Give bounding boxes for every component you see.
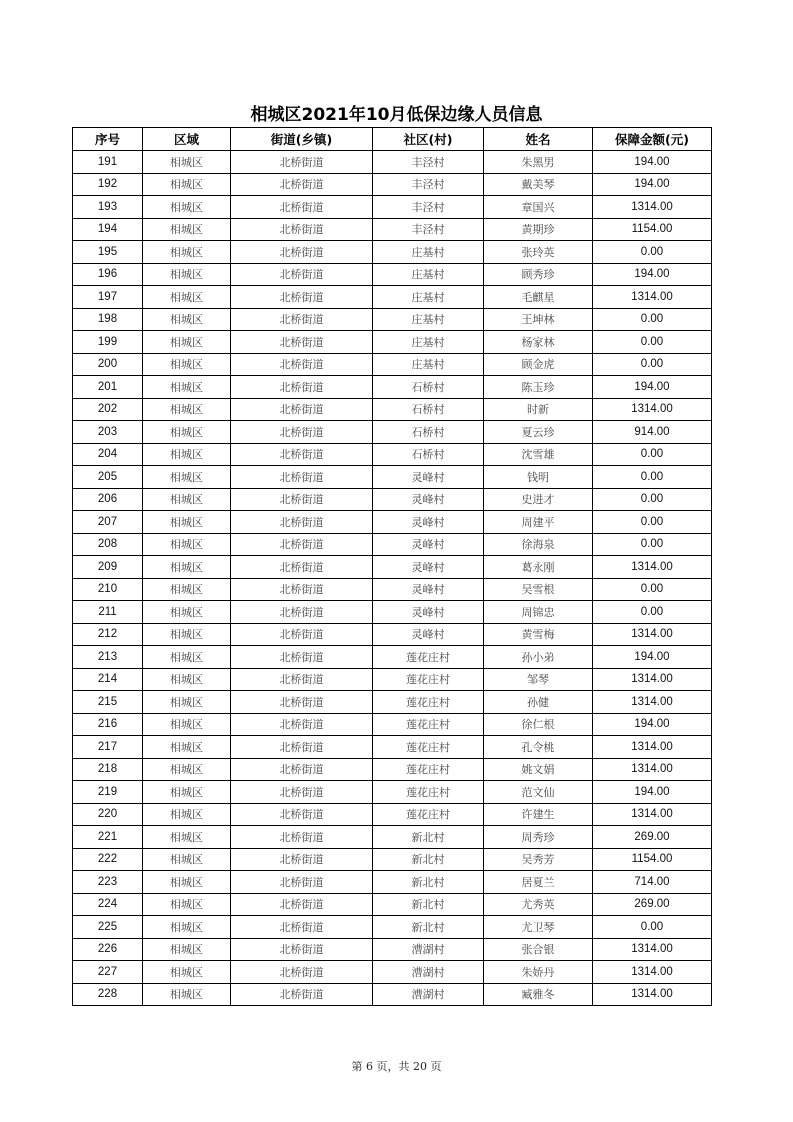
cell-community: 灵峰村 (373, 533, 484, 556)
table-row (73, 533, 712, 556)
cell-index: 208 (73, 533, 143, 556)
cell-street: 北桥街道 (231, 758, 373, 781)
table-row (73, 196, 712, 219)
cell-name: 居夏兰 (484, 871, 593, 894)
cell-name: 时新 (484, 398, 593, 421)
cell-community: 庄基村 (373, 308, 484, 331)
table-row (73, 781, 712, 804)
cell-district: 相城区 (143, 151, 231, 174)
cell-amount: 194.00 (593, 173, 712, 196)
cell-name: 黄雪梅 (484, 623, 593, 646)
table-row (73, 263, 712, 286)
cell-name: 葛永刚 (484, 556, 593, 579)
cell-community: 庄基村 (373, 331, 484, 354)
cell-street: 北桥街道 (231, 983, 373, 1006)
column-header-amount: 保障金额(元) (593, 128, 712, 151)
cell-index: 228 (73, 983, 143, 1006)
cell-amount: 1314.00 (593, 758, 712, 781)
table-row (73, 871, 712, 894)
cell-district: 相城区 (143, 578, 231, 601)
cell-street: 北桥街道 (231, 848, 373, 871)
cell-district: 相城区 (143, 781, 231, 804)
table-row (73, 511, 712, 534)
cell-amount: 194.00 (593, 263, 712, 286)
cell-street: 北桥街道 (231, 713, 373, 736)
cell-index: 207 (73, 511, 143, 534)
cell-district: 相城区 (143, 691, 231, 714)
table-body (73, 151, 712, 1006)
cell-amount: 1314.00 (593, 983, 712, 1006)
table-row (73, 848, 712, 871)
cell-index: 224 (73, 893, 143, 916)
table-row (73, 758, 712, 781)
cell-district: 相城区 (143, 331, 231, 354)
cell-district: 相城区 (143, 758, 231, 781)
cell-street: 北桥街道 (231, 556, 373, 579)
cell-street: 北桥街道 (231, 398, 373, 421)
cell-street: 北桥街道 (231, 263, 373, 286)
cell-amount: 0.00 (593, 511, 712, 534)
cell-index: 206 (73, 488, 143, 511)
cell-community: 庄基村 (373, 241, 484, 264)
cell-district: 相城区 (143, 488, 231, 511)
table-row (73, 556, 712, 579)
cell-index: 214 (73, 668, 143, 691)
cell-amount: 0.00 (593, 533, 712, 556)
cell-community: 莲花庄村 (373, 758, 484, 781)
cell-community: 灵峰村 (373, 578, 484, 601)
cell-amount: 0.00 (593, 916, 712, 939)
cell-index: 223 (73, 871, 143, 894)
cell-index: 194 (73, 218, 143, 241)
table-row (73, 601, 712, 624)
cell-community: 新北村 (373, 916, 484, 939)
cell-name: 吴秀芳 (484, 848, 593, 871)
table-row (73, 736, 712, 759)
cell-index: 212 (73, 623, 143, 646)
cell-street: 北桥街道 (231, 916, 373, 939)
cell-name: 周建平 (484, 511, 593, 534)
cell-index: 215 (73, 691, 143, 714)
table-row (73, 376, 712, 399)
cell-index: 226 (73, 938, 143, 961)
cell-index: 191 (73, 151, 143, 174)
table-row (73, 241, 712, 264)
column-header-index: 序号 (73, 128, 143, 151)
cell-street: 北桥街道 (231, 196, 373, 219)
cell-street: 北桥街道 (231, 331, 373, 354)
cell-index: 217 (73, 736, 143, 759)
cell-district: 相城区 (143, 826, 231, 849)
cell-index: 219 (73, 781, 143, 804)
table-row (73, 308, 712, 331)
cell-amount: 0.00 (593, 488, 712, 511)
cell-community: 灵峰村 (373, 511, 484, 534)
table-row (73, 151, 712, 174)
cell-index: 197 (73, 286, 143, 309)
cell-amount: 1154.00 (593, 218, 712, 241)
cell-community: 新北村 (373, 893, 484, 916)
cell-index: 192 (73, 173, 143, 196)
cell-amount: 1314.00 (593, 736, 712, 759)
cell-amount: 194.00 (593, 781, 712, 804)
cell-community: 新北村 (373, 826, 484, 849)
column-header-street: 街道(乡镇) (231, 128, 373, 151)
cell-community: 莲花庄村 (373, 713, 484, 736)
cell-index: 210 (73, 578, 143, 601)
cell-street: 北桥街道 (231, 623, 373, 646)
cell-index: 202 (73, 398, 143, 421)
cell-community: 丰泾村 (373, 196, 484, 219)
cell-street: 北桥街道 (231, 871, 373, 894)
cell-district: 相城区 (143, 263, 231, 286)
cell-district: 相城区 (143, 803, 231, 826)
cell-community: 石桥村 (373, 376, 484, 399)
column-header-community: 社区(村) (373, 128, 484, 151)
table-row (73, 938, 712, 961)
cell-amount: 0.00 (593, 331, 712, 354)
cell-street: 北桥街道 (231, 308, 373, 331)
cell-amount: 0.00 (593, 443, 712, 466)
cell-street: 北桥街道 (231, 533, 373, 556)
table-row (73, 916, 712, 939)
cell-district: 相城区 (143, 533, 231, 556)
cell-amount: 194.00 (593, 713, 712, 736)
cell-amount: 194.00 (593, 646, 712, 669)
cell-street: 北桥街道 (231, 826, 373, 849)
cell-community: 灵峰村 (373, 601, 484, 624)
cell-district: 相城区 (143, 218, 231, 241)
table-row (73, 466, 712, 489)
table-row (73, 218, 712, 241)
cell-street: 北桥街道 (231, 803, 373, 826)
cell-community: 莲花庄村 (373, 781, 484, 804)
cell-district: 相城区 (143, 308, 231, 331)
cell-index: 221 (73, 826, 143, 849)
cell-index: 198 (73, 308, 143, 331)
cell-street: 北桥街道 (231, 736, 373, 759)
cell-name: 姚文娟 (484, 758, 593, 781)
table-row (73, 331, 712, 354)
cell-street: 北桥街道 (231, 466, 373, 489)
cell-district: 相城区 (143, 556, 231, 579)
cell-district: 相城区 (143, 376, 231, 399)
cell-community: 新北村 (373, 871, 484, 894)
cell-amount: 0.00 (593, 353, 712, 376)
table-row (73, 286, 712, 309)
cell-index: 222 (73, 848, 143, 871)
cell-index: 193 (73, 196, 143, 219)
cell-street: 北桥街道 (231, 421, 373, 444)
cell-district: 相城区 (143, 398, 231, 421)
cell-name: 周锦忠 (484, 601, 593, 624)
cell-amount: 0.00 (593, 466, 712, 489)
table-row (73, 421, 712, 444)
cell-district: 相城区 (143, 848, 231, 871)
cell-amount: 1314.00 (593, 286, 712, 309)
document-title: 相城区2021年10月低保边缘人员信息 (250, 105, 543, 125)
cell-community: 灵峰村 (373, 488, 484, 511)
cell-street: 北桥街道 (231, 578, 373, 601)
cell-district: 相城区 (143, 196, 231, 219)
table-row (73, 668, 712, 691)
cell-name: 顾金虎 (484, 353, 593, 376)
cell-name: 周秀珍 (484, 826, 593, 849)
cell-street: 北桥街道 (231, 601, 373, 624)
cell-name: 夏云珍 (484, 421, 593, 444)
cell-district: 相城区 (143, 353, 231, 376)
cell-amount: 1314.00 (593, 398, 712, 421)
cell-district: 相城区 (143, 871, 231, 894)
cell-street: 北桥街道 (231, 961, 373, 984)
cell-amount: 0.00 (593, 578, 712, 601)
page-footer: 第 6 页，共 20 页 (351, 1060, 442, 1073)
table-row (73, 961, 712, 984)
cell-district: 相城区 (143, 983, 231, 1006)
cell-community: 庄基村 (373, 263, 484, 286)
table-row (73, 398, 712, 421)
cell-street: 北桥街道 (231, 218, 373, 241)
cell-district: 相城区 (143, 916, 231, 939)
cell-community: 灵峰村 (373, 466, 484, 489)
cell-community: 石桥村 (373, 398, 484, 421)
cell-district: 相城区 (143, 601, 231, 624)
cell-street: 北桥街道 (231, 443, 373, 466)
table-row (73, 173, 712, 196)
table-row (73, 353, 712, 376)
table-row (73, 578, 712, 601)
cell-district: 相城区 (143, 443, 231, 466)
cell-district: 相城区 (143, 713, 231, 736)
cell-name: 戴美琴 (484, 173, 593, 196)
cell-name: 陈玉珍 (484, 376, 593, 399)
cell-index: 220 (73, 803, 143, 826)
table-row (73, 443, 712, 466)
column-header-name: 姓名 (484, 128, 593, 151)
cell-amount: 0.00 (593, 601, 712, 624)
cell-name: 孙小弟 (484, 646, 593, 669)
cell-community: 丰泾村 (373, 218, 484, 241)
cell-community: 漕湖村 (373, 983, 484, 1006)
cell-community: 莲花庄村 (373, 691, 484, 714)
cell-name: 许建生 (484, 803, 593, 826)
cell-name: 黄期珍 (484, 218, 593, 241)
cell-index: 209 (73, 556, 143, 579)
cell-name: 钱明 (484, 466, 593, 489)
cell-community: 石桥村 (373, 421, 484, 444)
cell-community: 莲花庄村 (373, 668, 484, 691)
cell-street: 北桥街道 (231, 893, 373, 916)
cell-amount: 269.00 (593, 826, 712, 849)
cell-index: 216 (73, 713, 143, 736)
cell-street: 北桥街道 (231, 241, 373, 264)
cell-street: 北桥街道 (231, 691, 373, 714)
cell-street: 北桥街道 (231, 646, 373, 669)
cell-community: 莲花庄村 (373, 803, 484, 826)
cell-district: 相城区 (143, 173, 231, 196)
cell-index: 195 (73, 241, 143, 264)
cell-name: 史进才 (484, 488, 593, 511)
cell-name: 孔令桃 (484, 736, 593, 759)
cell-district: 相城区 (143, 938, 231, 961)
cell-street: 北桥街道 (231, 151, 373, 174)
cell-amount: 1314.00 (593, 961, 712, 984)
cell-name: 沈雪雄 (484, 443, 593, 466)
cell-amount: 1314.00 (593, 803, 712, 826)
table-row (73, 803, 712, 826)
beneficiary-table (72, 127, 712, 1006)
cell-name: 尤卫琴 (484, 916, 593, 939)
cell-district: 相城区 (143, 241, 231, 264)
cell-index: 199 (73, 331, 143, 354)
cell-community: 灵峰村 (373, 623, 484, 646)
table-row (73, 713, 712, 736)
cell-community: 灵峰村 (373, 556, 484, 579)
cell-community: 漕湖村 (373, 938, 484, 961)
cell-district: 相城区 (143, 893, 231, 916)
cell-amount: 1314.00 (593, 668, 712, 691)
cell-name: 范文仙 (484, 781, 593, 804)
cell-street: 北桥街道 (231, 938, 373, 961)
cell-district: 相城区 (143, 623, 231, 646)
cell-index: 203 (73, 421, 143, 444)
cell-district: 相城区 (143, 646, 231, 669)
cell-amount: 0.00 (593, 241, 712, 264)
cell-name: 吴雪根 (484, 578, 593, 601)
table-header-row (73, 128, 712, 151)
cell-street: 北桥街道 (231, 173, 373, 196)
cell-community: 漕湖村 (373, 961, 484, 984)
cell-name: 顾秀珍 (484, 263, 593, 286)
cell-community: 庄基村 (373, 353, 484, 376)
table-row (73, 826, 712, 849)
cell-index: 201 (73, 376, 143, 399)
cell-name: 孙健 (484, 691, 593, 714)
cell-community: 丰泾村 (373, 173, 484, 196)
cell-street: 北桥街道 (231, 286, 373, 309)
cell-district: 相城区 (143, 421, 231, 444)
cell-index: 227 (73, 961, 143, 984)
cell-name: 杨家林 (484, 331, 593, 354)
cell-index: 205 (73, 466, 143, 489)
cell-community: 石桥村 (373, 443, 484, 466)
cell-index: 211 (73, 601, 143, 624)
cell-amount: 1314.00 (593, 623, 712, 646)
cell-name: 章国兴 (484, 196, 593, 219)
cell-index: 218 (73, 758, 143, 781)
cell-community: 庄基村 (373, 286, 484, 309)
cell-street: 北桥街道 (231, 488, 373, 511)
cell-index: 213 (73, 646, 143, 669)
cell-amount: 269.00 (593, 893, 712, 916)
cell-district: 相城区 (143, 286, 231, 309)
cell-name: 毛麒星 (484, 286, 593, 309)
cell-community: 莲花庄村 (373, 646, 484, 669)
cell-name: 张玲英 (484, 241, 593, 264)
table-row (73, 488, 712, 511)
cell-amount: 1314.00 (593, 691, 712, 714)
table-row (73, 983, 712, 1006)
table-row (73, 893, 712, 916)
cell-name: 张合银 (484, 938, 593, 961)
cell-community: 新北村 (373, 848, 484, 871)
cell-name: 臧雅冬 (484, 983, 593, 1006)
cell-amount: 1314.00 (593, 938, 712, 961)
cell-name: 徐海泉 (484, 533, 593, 556)
cell-amount: 0.00 (593, 308, 712, 331)
cell-name: 徐仁根 (484, 713, 593, 736)
table-row (73, 623, 712, 646)
cell-district: 相城区 (143, 961, 231, 984)
cell-community: 莲花庄村 (373, 736, 484, 759)
cell-name: 朱娇丹 (484, 961, 593, 984)
cell-amount: 1154.00 (593, 848, 712, 871)
cell-index: 200 (73, 353, 143, 376)
cell-district: 相城区 (143, 668, 231, 691)
cell-amount: 194.00 (593, 376, 712, 399)
cell-amount: 1314.00 (593, 196, 712, 219)
cell-index: 225 (73, 916, 143, 939)
cell-name: 朱黑男 (484, 151, 593, 174)
table-row (73, 646, 712, 669)
cell-street: 北桥街道 (231, 376, 373, 399)
cell-amount: 1314.00 (593, 556, 712, 579)
cell-amount: 714.00 (593, 871, 712, 894)
cell-street: 北桥街道 (231, 511, 373, 534)
cell-street: 北桥街道 (231, 668, 373, 691)
cell-amount: 194.00 (593, 151, 712, 174)
cell-community: 丰泾村 (373, 151, 484, 174)
cell-street: 北桥街道 (231, 353, 373, 376)
table-row (73, 691, 712, 714)
cell-name: 邹琴 (484, 668, 593, 691)
cell-district: 相城区 (143, 511, 231, 534)
cell-index: 196 (73, 263, 143, 286)
cell-name: 尤秀英 (484, 893, 593, 916)
cell-index: 204 (73, 443, 143, 466)
cell-district: 相城区 (143, 736, 231, 759)
cell-district: 相城区 (143, 466, 231, 489)
cell-street: 北桥街道 (231, 781, 373, 804)
cell-amount: 914.00 (593, 421, 712, 444)
cell-name: 王坤林 (484, 308, 593, 331)
column-header-district: 区域 (143, 128, 231, 151)
